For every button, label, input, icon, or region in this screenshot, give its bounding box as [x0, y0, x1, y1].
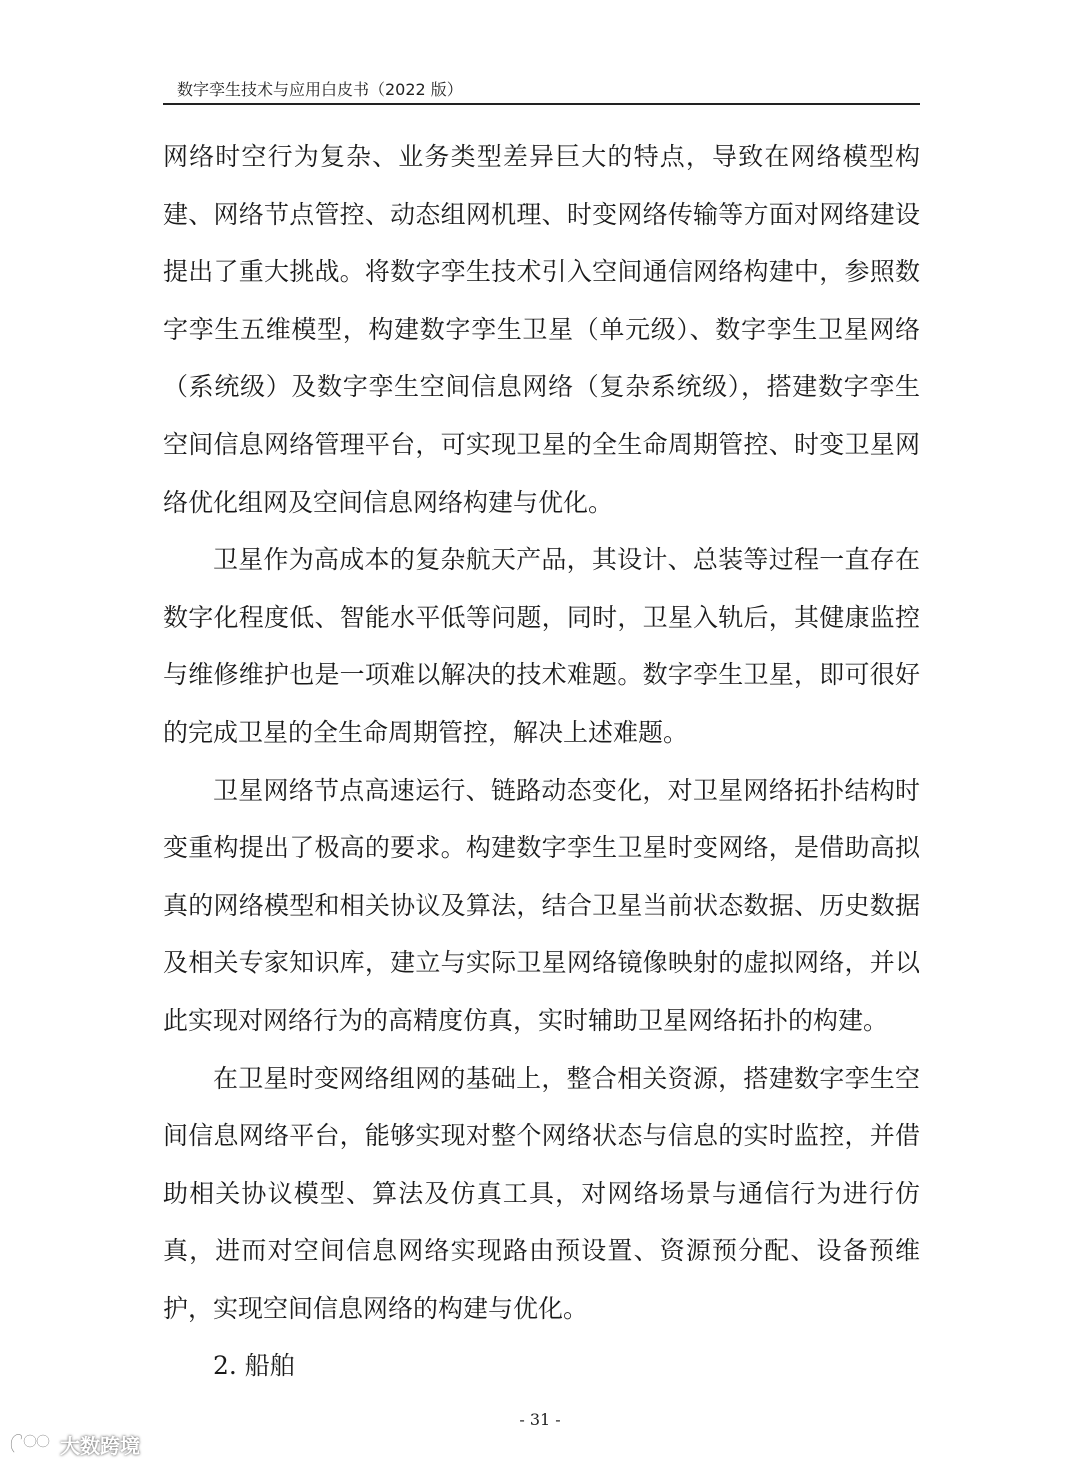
section-heading: 2. 船舶: [213, 1351, 295, 1381]
watermark-logo-icon: [8, 1430, 54, 1458]
paragraph-2: 卫星作为高成本的复杂航天产品，其设计、总装等过程一直存在数字化程度低、智能水平低等问题，同时，卫星入轨后，其健康监控与维修维护也是一项难以解决的技术难题。数字孪生卫星，即可很好的完成卫星的全生命周期管控，解决上述难题。: [163, 545, 920, 747]
header-title: 数字孪生技术与应用白皮书（2022 版）: [177, 80, 463, 99]
paragraph-3: 卫星网络节点高速运行、链路动态变化，对卫星网络拓扑结构时变重构提出了极高的要求。构建数字孪生卫星时变网络，是借助高拟真的网络模型和相关协议及算法，结合卫星当前状态数据、历史数据及相关专家知识库，建立与实际卫星网络镜像映射的虚拟网络，并以此实现对网络行为的高精度仿真，实时辅助卫星网络拓扑的构建。: [163, 775, 920, 1035]
page-number: - 31 -: [519, 1410, 561, 1429]
paragraph-4: 在卫星时变网络组网的基础上，整合相关资源，搭建数字孪生空间信息网络平台，能够实现对整个网络状态与信息的实时监控，并借助相关协议模型、算法及仿真工具，对网络场景与通信行为进行仿真，进而对空间信息网络实现路由预设置、资源预分配、设备预维护，实现空间信息网络的构建与优化。: [163, 1063, 920, 1323]
running-header: [163, 75, 920, 105]
body-text: [163, 128, 920, 1395]
watermark: [8, 1428, 140, 1460]
paragraph-1: 网络时空行为复杂、业务类型差异巨大的特点，导致在网络模型构建、网络节点管控、动态组网机理、时变网络传输等方面对网络建设提出了重大挑战。将数字孪生技术引入空间通信网络构建中，参照数字孪生五维模型，构建数字孪生卫星（单元级）、数字孪生卫星网络（系统级）及数字孪生空间信息网络（复杂系统级），搭建数字孪生空间信息网络管理平台，可实现卫星的全生命周期管控、时变卫星网络优化组网及空间信息网络构建与优化。: [163, 142, 920, 517]
watermark-text: 大数跨境: [60, 1433, 140, 1458]
